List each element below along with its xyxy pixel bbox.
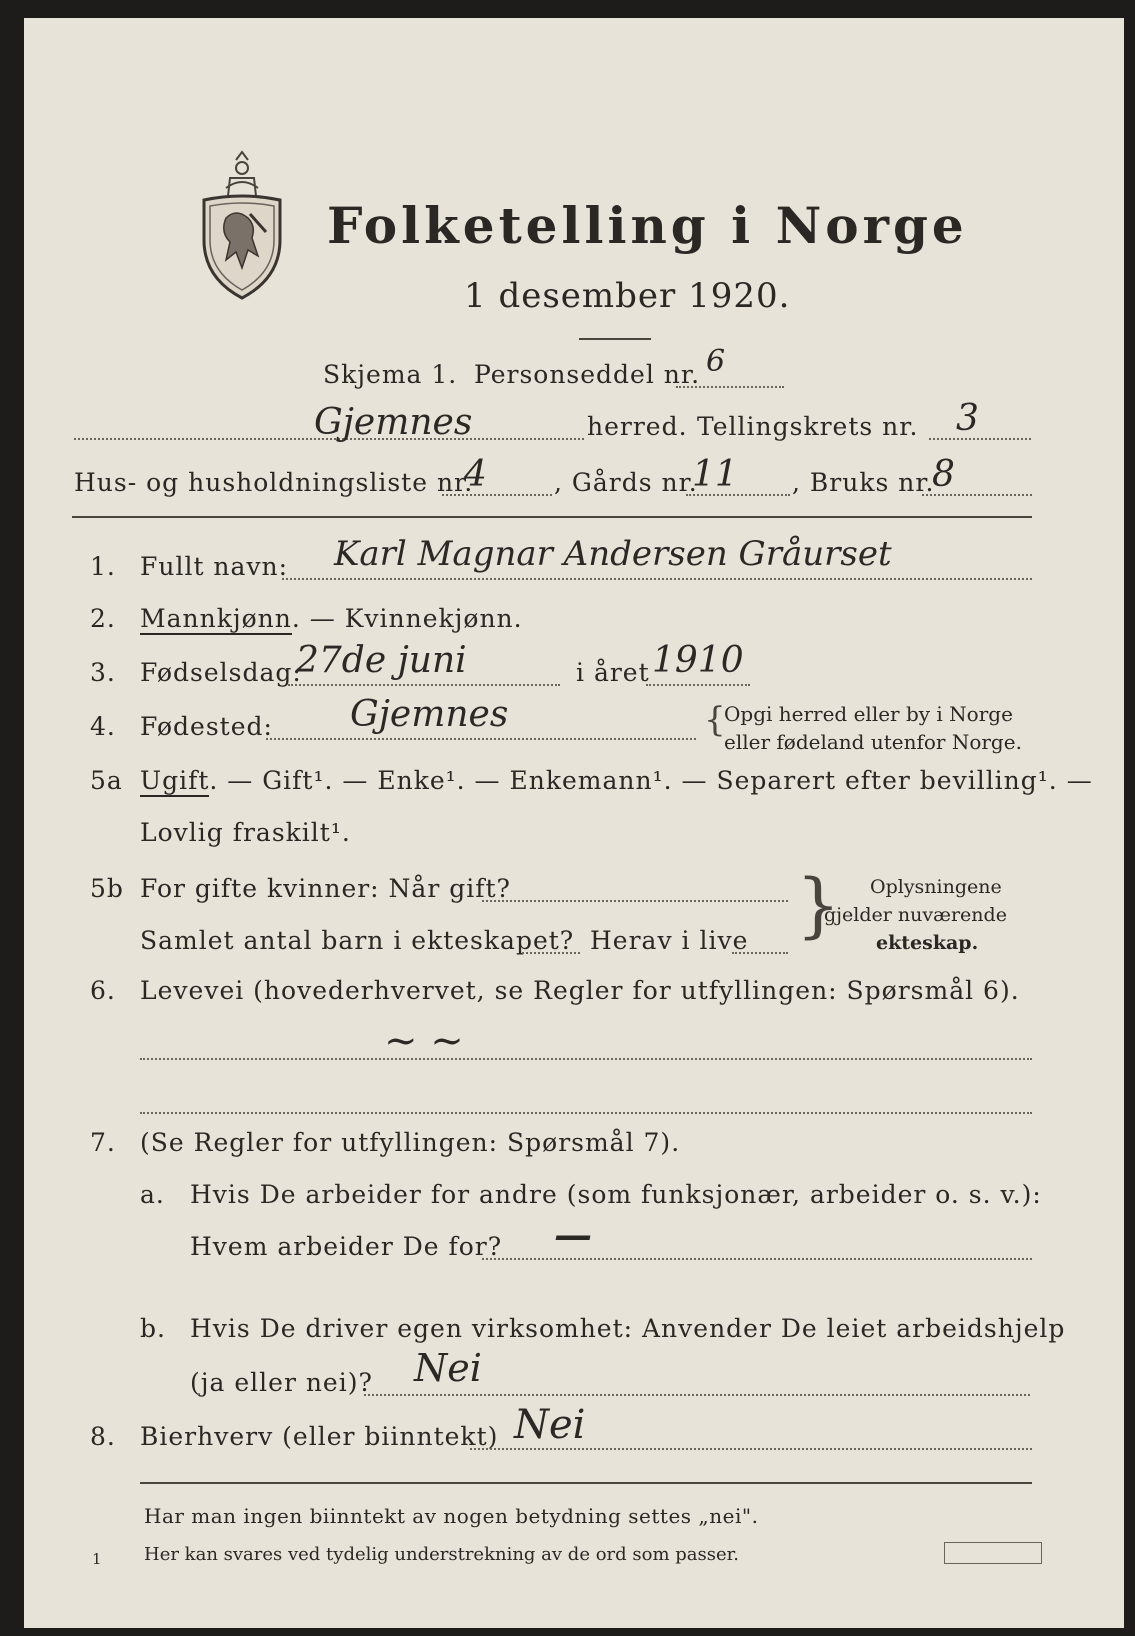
footnote-number: 1 [92,1550,102,1568]
tellingskrets-value: 3 [956,398,979,439]
q2-female: Kvinnekjønn [344,604,514,633]
q5b-label3: Herav i live [590,926,749,955]
tellingskrets-line [929,438,1031,440]
q7b-number: b. [140,1314,166,1343]
skjema-label: Skjema 1. [323,360,458,389]
q5b-line2 [522,952,580,954]
q5a-number: 5a [90,766,123,795]
q7a-text: Hvis De arbeider for andre (som funksjonær, arbeider o. s. v.): [190,1180,1042,1209]
q7a-line [482,1258,1032,1260]
q1-label: Fullt navn: [140,552,289,581]
q3-day-line [288,684,560,686]
q5b-line3 [732,952,788,954]
q4-value: Gjemnes [350,694,509,735]
q6-line2 [140,1112,1032,1114]
q2-sep: . — [291,604,345,633]
husliste-value: 4 [464,454,487,495]
q6-line1 [140,1058,1032,1060]
q3-year-value: 1910 [652,640,744,681]
header-divider [72,516,1032,518]
q5a-options: . — Gift¹. — Enke¹. — Enkemann¹. — Separert efter bevilling¹. — [209,766,1093,795]
q4-note-line1: Opgi herred eller by i Norge [724,702,1013,726]
herred-value: Gjemnes [314,402,473,443]
q7-label: (Se Regler for utfyllingen: Spørsmål 7). [140,1128,681,1157]
q5b-brace: } [796,864,841,946]
biinntekt-note: Har man ingen biinntekt av nogen betydning settes „nei". [144,1504,759,1528]
q7b-value: Nei [414,1346,482,1390]
q8-number: 8. [90,1422,116,1451]
bruks-value: 8 [932,454,955,495]
q5b-note-line1: Oplysningene [870,876,1002,898]
q7a-question: Hvem arbeider De for? [190,1232,503,1261]
q8-value: Nei [514,1402,586,1448]
personseddel-line [676,386,784,388]
q3-year-label: i året [576,658,650,687]
q7-number: 7. [90,1128,116,1157]
q5b-line1 [482,900,788,902]
q5b-number: 5b [90,874,124,903]
husliste-line [442,494,552,496]
q7a-value: — [554,1212,592,1257]
q4-number: 4. [90,712,116,741]
bleed-through: ⠀⠀⠀⠀⠀⠀⠀⠀⠀⠀⠀⠀⠀ [464,108,674,133]
q5a-line2: Lovlig fraskilt¹. [140,818,351,847]
tellingskrets-label: Tellingskrets nr. [697,412,919,441]
q1-full-name: Karl Magnar Andersen Gråurset [334,534,892,574]
q8-label: Bierhverv (eller biinntekt) [140,1422,499,1451]
q7a-number: a. [140,1180,165,1209]
q7b-line [364,1394,1030,1396]
gards-label: , Gårds nr. [554,468,698,497]
bruks-label: , Bruks nr. [792,468,935,497]
q2-end: . [513,604,523,633]
census-form [24,18,1124,1628]
q5b-label2: Samlet antal barn i ekteskapet? [140,926,575,955]
herred-label: herred. [587,412,688,441]
q7b-question: (ja eller nei)? [190,1368,373,1397]
footnote-text: Her kan svares ved tydelig understrekning av de ord som passer. [144,1544,739,1565]
q5b-note-line2: gjelder nuværende [824,904,1007,926]
q8-line [470,1448,1032,1450]
coat-of-arms-icon [196,148,288,308]
q6-label: Levevei (hovederhvervet, se Regler for utfyllingen: Spørsmål 6). [140,976,1020,1005]
census-date: 1 desember 1920. [464,276,791,316]
q5b-note-line3: ekteskap. [876,932,979,954]
title-divider [579,338,651,340]
gards-value: 11 [692,454,738,495]
personseddel-label: Personseddel nr. [474,360,701,389]
q3-year-line [646,684,750,686]
q1-line [282,578,1032,580]
q7b-text: Hvis De driver egen virksomhet: Anvender De leiet arbeidshjelp [190,1314,1066,1343]
q3-number: 3. [90,658,116,687]
q4-label: Fødested: [140,712,273,741]
q3-day-value: 27de juni [296,640,467,681]
q4-brace: { [704,700,726,740]
q4-line [266,738,696,740]
personseddel-value: 6 [706,344,726,379]
form-title: Folketelling i Norge [327,196,968,255]
q6-value: ~ ~ [384,1018,464,1064]
q6-number: 6. [90,976,116,1005]
q2-male: Mannkjønn [140,604,292,633]
q1-number: 1. [90,552,116,581]
q2-gender [140,604,523,633]
q3-label: Fødselsdag: [140,658,302,687]
notes-divider [140,1482,1032,1484]
q5a-marital [140,766,1093,795]
husliste-label: Hus- og husholdningsliste nr. [74,468,474,497]
q5b-label1: For gifte kvinner: Når gift? [140,874,511,903]
q4-note-line2: eller fødeland utenfor Norge. [724,730,1022,754]
q2-number: 2. [90,604,116,633]
printer-stamp [944,1542,1042,1564]
q5a-ugift: Ugift [140,766,210,795]
